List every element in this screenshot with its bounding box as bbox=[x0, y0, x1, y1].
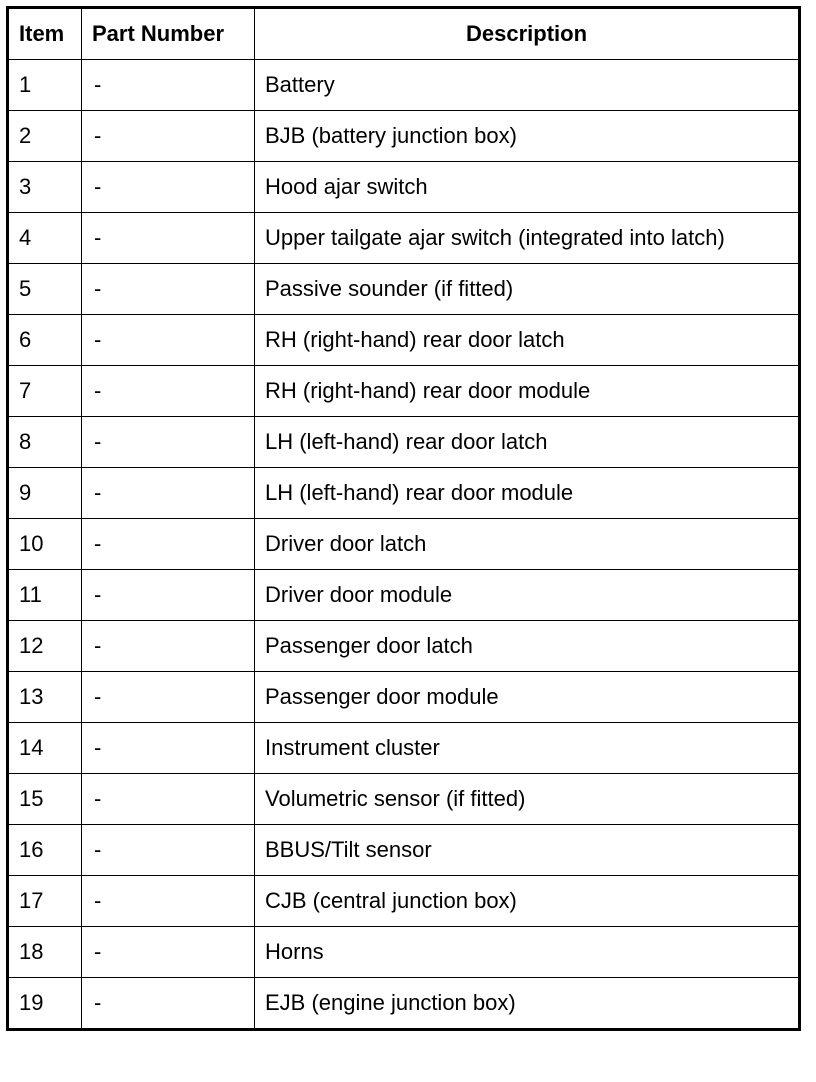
description-cell: Hood ajar switch bbox=[255, 162, 800, 213]
description-cell: RH (right-hand) rear door module bbox=[255, 366, 800, 417]
part-number-cell: - bbox=[82, 978, 255, 1030]
table-header-row bbox=[8, 8, 800, 60]
item-cell: 19 bbox=[8, 978, 82, 1030]
part-number-cell: - bbox=[82, 315, 255, 366]
item-cell: 18 bbox=[8, 927, 82, 978]
description-cell: Driver door module bbox=[255, 570, 800, 621]
column-header-description: Description bbox=[255, 8, 800, 60]
part-number-cell: - bbox=[82, 927, 255, 978]
item-cell: 16 bbox=[8, 825, 82, 876]
table-row bbox=[8, 774, 800, 825]
description-cell: Battery bbox=[255, 60, 800, 111]
part-number-cell: - bbox=[82, 264, 255, 315]
part-number-cell: - bbox=[82, 876, 255, 927]
item-cell: 17 bbox=[8, 876, 82, 927]
table-row bbox=[8, 366, 800, 417]
table-row bbox=[8, 570, 800, 621]
table-row bbox=[8, 876, 800, 927]
part-number-cell: - bbox=[82, 621, 255, 672]
column-header-item: Item bbox=[8, 8, 82, 60]
item-cell: 9 bbox=[8, 468, 82, 519]
description-cell: Instrument cluster bbox=[255, 723, 800, 774]
part-number-cell: - bbox=[82, 60, 255, 111]
table-row bbox=[8, 468, 800, 519]
description-cell: Passenger door module bbox=[255, 672, 800, 723]
description-cell: CJB (central junction box) bbox=[255, 876, 800, 927]
description-cell: LH (left-hand) rear door latch bbox=[255, 417, 800, 468]
table-row bbox=[8, 315, 800, 366]
part-number-cell: - bbox=[82, 570, 255, 621]
item-cell: 5 bbox=[8, 264, 82, 315]
part-number-cell: - bbox=[82, 366, 255, 417]
table-row bbox=[8, 417, 800, 468]
description-cell: EJB (engine junction box) bbox=[255, 978, 800, 1030]
column-header-part-number: Part Number bbox=[82, 8, 255, 60]
item-cell: 8 bbox=[8, 417, 82, 468]
part-number-cell: - bbox=[82, 672, 255, 723]
part-number-cell: - bbox=[82, 774, 255, 825]
item-cell: 10 bbox=[8, 519, 82, 570]
description-cell: Passenger door latch bbox=[255, 621, 800, 672]
description-cell: RH (right-hand) rear door latch bbox=[255, 315, 800, 366]
parts-table bbox=[6, 6, 801, 1031]
description-cell: Horns bbox=[255, 927, 800, 978]
description-cell: Upper tailgate ajar switch (integrated into latch) bbox=[255, 213, 800, 264]
description-cell: Passive sounder (if fitted) bbox=[255, 264, 800, 315]
item-cell: 4 bbox=[8, 213, 82, 264]
part-number-cell: - bbox=[82, 468, 255, 519]
item-cell: 15 bbox=[8, 774, 82, 825]
table-row bbox=[8, 672, 800, 723]
part-number-cell: - bbox=[82, 519, 255, 570]
table-row bbox=[8, 60, 800, 111]
description-cell: BBUS/Tilt sensor bbox=[255, 825, 800, 876]
table-row bbox=[8, 723, 800, 774]
table-row bbox=[8, 264, 800, 315]
item-cell: 13 bbox=[8, 672, 82, 723]
part-number-cell: - bbox=[82, 111, 255, 162]
table-row bbox=[8, 213, 800, 264]
item-cell: 1 bbox=[8, 60, 82, 111]
item-cell: 11 bbox=[8, 570, 82, 621]
item-cell: 6 bbox=[8, 315, 82, 366]
part-number-cell: - bbox=[82, 825, 255, 876]
table-row bbox=[8, 621, 800, 672]
table-row bbox=[8, 825, 800, 876]
table-row bbox=[8, 111, 800, 162]
item-cell: 14 bbox=[8, 723, 82, 774]
description-cell: Volumetric sensor (if fitted) bbox=[255, 774, 800, 825]
item-cell: 3 bbox=[8, 162, 82, 213]
description-cell: Driver door latch bbox=[255, 519, 800, 570]
item-cell: 7 bbox=[8, 366, 82, 417]
item-cell: 12 bbox=[8, 621, 82, 672]
part-number-cell: - bbox=[82, 417, 255, 468]
table-row bbox=[8, 978, 800, 1030]
part-number-cell: - bbox=[82, 723, 255, 774]
description-cell: LH (left-hand) rear door module bbox=[255, 468, 800, 519]
part-number-cell: - bbox=[82, 162, 255, 213]
table-row bbox=[8, 927, 800, 978]
table-row bbox=[8, 519, 800, 570]
description-cell: BJB (battery junction box) bbox=[255, 111, 800, 162]
part-number-cell: - bbox=[82, 213, 255, 264]
item-cell: 2 bbox=[8, 111, 82, 162]
table-row bbox=[8, 162, 800, 213]
